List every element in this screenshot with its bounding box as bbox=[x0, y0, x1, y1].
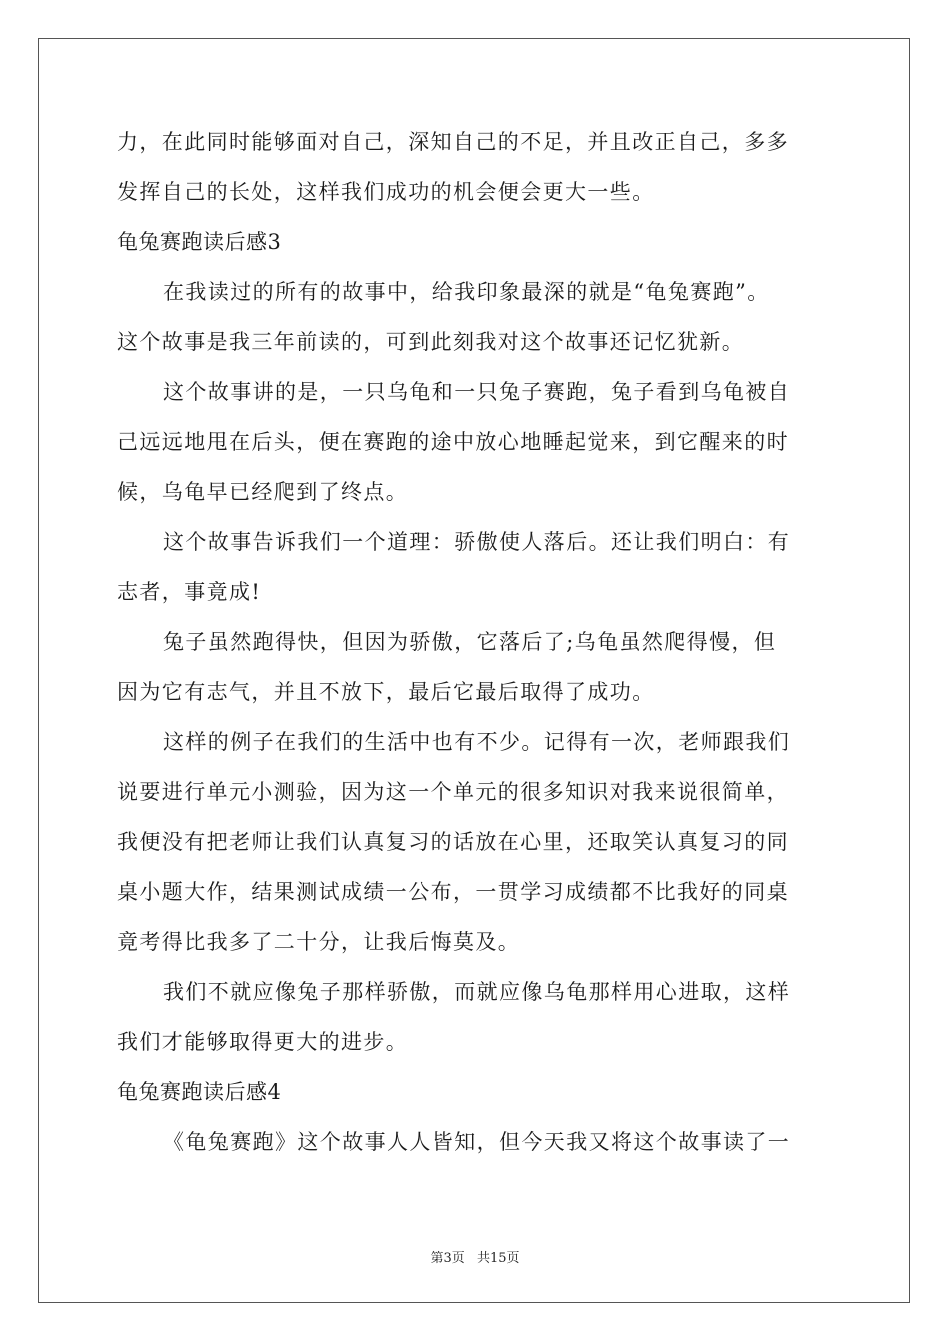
page-number: 第3页 bbox=[430, 1251, 465, 1266]
page-footer bbox=[0, 1247, 950, 1266]
section-heading: 龟兔赛跑读后感3 bbox=[117, 230, 282, 254]
body-line: 发挥自己的长处，这样我们成功的机会便会更大一些。 bbox=[117, 180, 655, 204]
body-line: 这个故事讲的是，一只乌龟和一只兔子赛跑，兔子看到乌龟被自 bbox=[163, 380, 791, 404]
body-line: 这个故事告诉我们一个道理：骄傲使人落后。还让我们明白：有 bbox=[163, 530, 791, 554]
body-line: 因为它有志气，并且不放下，最后它最后取得了成功。 bbox=[117, 680, 655, 704]
body-line: 在我读过的所有的故事中，给我印象最深的就是“龟兔赛跑”。 bbox=[163, 280, 770, 304]
section-heading: 龟兔赛跑读后感4 bbox=[117, 1080, 282, 1104]
body-line: 竟考得比我多了二十分，让我后悔莫及。 bbox=[117, 930, 521, 954]
body-line: 己远远地甩在后头，便在赛跑的途中放心地睡起觉来，到它醒来的时 bbox=[117, 430, 789, 454]
body-line: 《龟兔赛跑》这个故事人人皆知，但今天我又将这个故事读了一 bbox=[163, 1130, 791, 1154]
document-body bbox=[117, 128, 835, 1178]
body-line: 我们不就应像兔子那样骄傲，而就应像乌龟那样用心进取，这样 bbox=[163, 980, 791, 1004]
body-line: 这个故事是我三年前读的，可到此刻我对这个故事还记忆犹新。 bbox=[117, 330, 745, 354]
body-line: 力，在此同时能够面对自己，深知自己的不足，并且改正自己，多多 bbox=[117, 130, 789, 154]
page-total: 共15页 bbox=[476, 1251, 520, 1266]
body-line: 说要进行单元小测验，因为这一个单元的很多知识对我来说很简单， bbox=[117, 780, 789, 804]
body-line: 候，乌龟早已经爬到了终点。 bbox=[117, 480, 409, 504]
body-line: 我们才能够取得更大的进步。 bbox=[117, 1030, 409, 1054]
body-line: 我便没有把老师让我们认真复习的话放在心里，还取笑认真复习的同 bbox=[117, 830, 789, 854]
body-line: 兔子虽然跑得快，但因为骄傲，它落后了;乌龟虽然爬得慢，但 bbox=[163, 630, 777, 654]
body-line: 这样的例子在我们的生活中也有不少。记得有一次，老师跟我们 bbox=[163, 730, 791, 754]
body-line: 桌小题大作，结果测试成绩一公布，一贯学习成绩都不比我好的同桌 bbox=[117, 880, 789, 904]
body-line: 志者，事竟成! bbox=[117, 580, 262, 604]
